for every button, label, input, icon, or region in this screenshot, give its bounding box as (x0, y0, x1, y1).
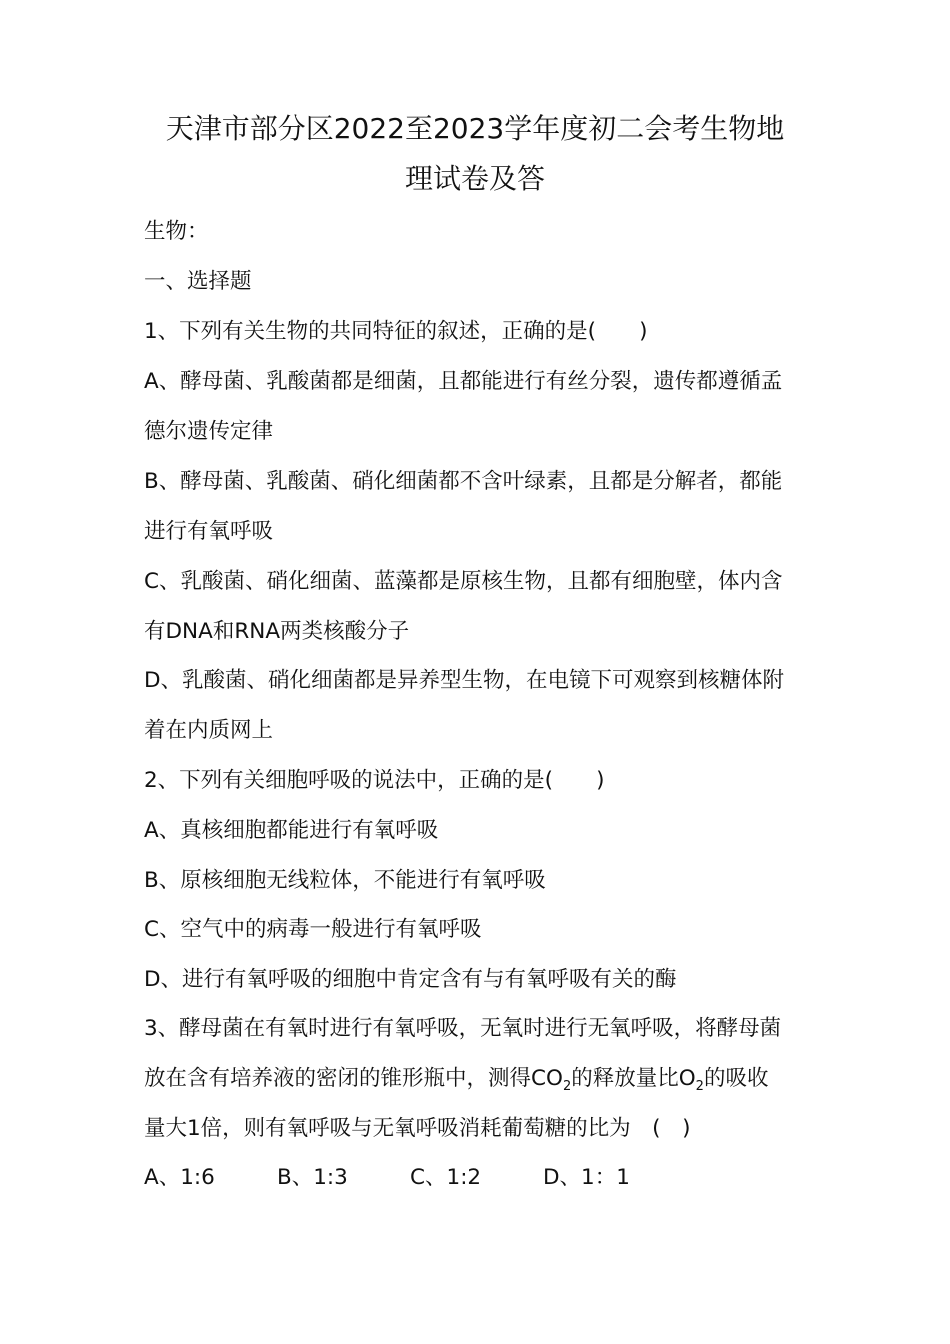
question-1-option-c-line-1: C、乳酸菌、硝化细菌、蓝藻都是原核生物，且都有细胞壁，体内含 (144, 569, 783, 594)
question-1-option-b-line-1: B、酵母菌、乳酸菌、硝化细菌都不含叶绿素，且都是分解者，都能 (144, 469, 783, 494)
question-3-option-b: B、1:3 (277, 1165, 348, 1190)
q3-line2-text-1: 放在含有培养液的密闭的锥形瓶中，测得CO (144, 1066, 563, 1091)
question-1-option-b-line-2: 进行有氧呼吸 (144, 519, 274, 544)
question-3-stem-line-3: 量大1倍，则有氧呼吸与无氧呼吸消耗葡萄糖的比为 ( ) (144, 1116, 691, 1141)
question-2-option-d: D、进行有氧呼吸的细胞中肯定含有与有氧呼吸有关的酶 (144, 967, 677, 992)
section-subject: 生物： (144, 219, 209, 244)
question-1-stem: 1、下列有关生物的共同特征的叙述，正确的是( ) (144, 319, 648, 344)
question-3-options (144, 1163, 824, 1193)
document-title (130, 104, 820, 204)
o2-subscript: 2 (695, 1079, 704, 1094)
question-2-stem: 2、下列有关细胞呼吸的说法中，正确的是( ) (144, 768, 605, 793)
question-1-option-a-line-1: A、酵母菌、乳酸菌都是细菌，且都能进行有丝分裂，遗传都遵循孟 (144, 369, 783, 394)
q3-line2-text-3: 的吸收 (703, 1066, 769, 1091)
question-1-option-d-line-2: 着在内质网上 (144, 718, 274, 743)
question-3-option-c: C、1:2 (410, 1165, 482, 1190)
q3-line2-text-2: 的释放量比O (571, 1066, 696, 1091)
question-2-option-a: A、真核细胞都能进行有氧呼吸 (144, 818, 439, 843)
question-1-option-a-line-2: 德尔遗传定律 (144, 419, 274, 444)
question-3-option-d: D、1：1 (543, 1165, 630, 1190)
question-1-option-d-line-1: D、乳酸菌、硝化细菌都是异养型生物，在电镜下可观察到核糖体附 (144, 668, 785, 693)
question-3-stem-line-2 (144, 1064, 824, 1094)
question-3-option-a: A、1:6 (144, 1165, 215, 1190)
question-3-stem-line-1: 3、酵母菌在有氧时进行有氧呼吸，无氧时进行无氧呼吸，将酵母菌 (144, 1016, 782, 1041)
section-type: 一、选择题 (144, 269, 252, 294)
question-2-option-b: B、原核细胞无线粒体，不能进行有氧呼吸 (144, 868, 546, 893)
title-line-1: 天津市部分区2022至2023学年度初二会考生物地 (165, 112, 785, 145)
question-1-option-c-line-2: 有DNA和RNA两类核酸分子 (144, 619, 410, 644)
co2-subscript: 2 (562, 1079, 572, 1094)
question-2-option-c: C、空气中的病毒一般进行有氧呼吸 (144, 917, 482, 942)
title-line-2: 理试卷及答 (404, 162, 545, 195)
